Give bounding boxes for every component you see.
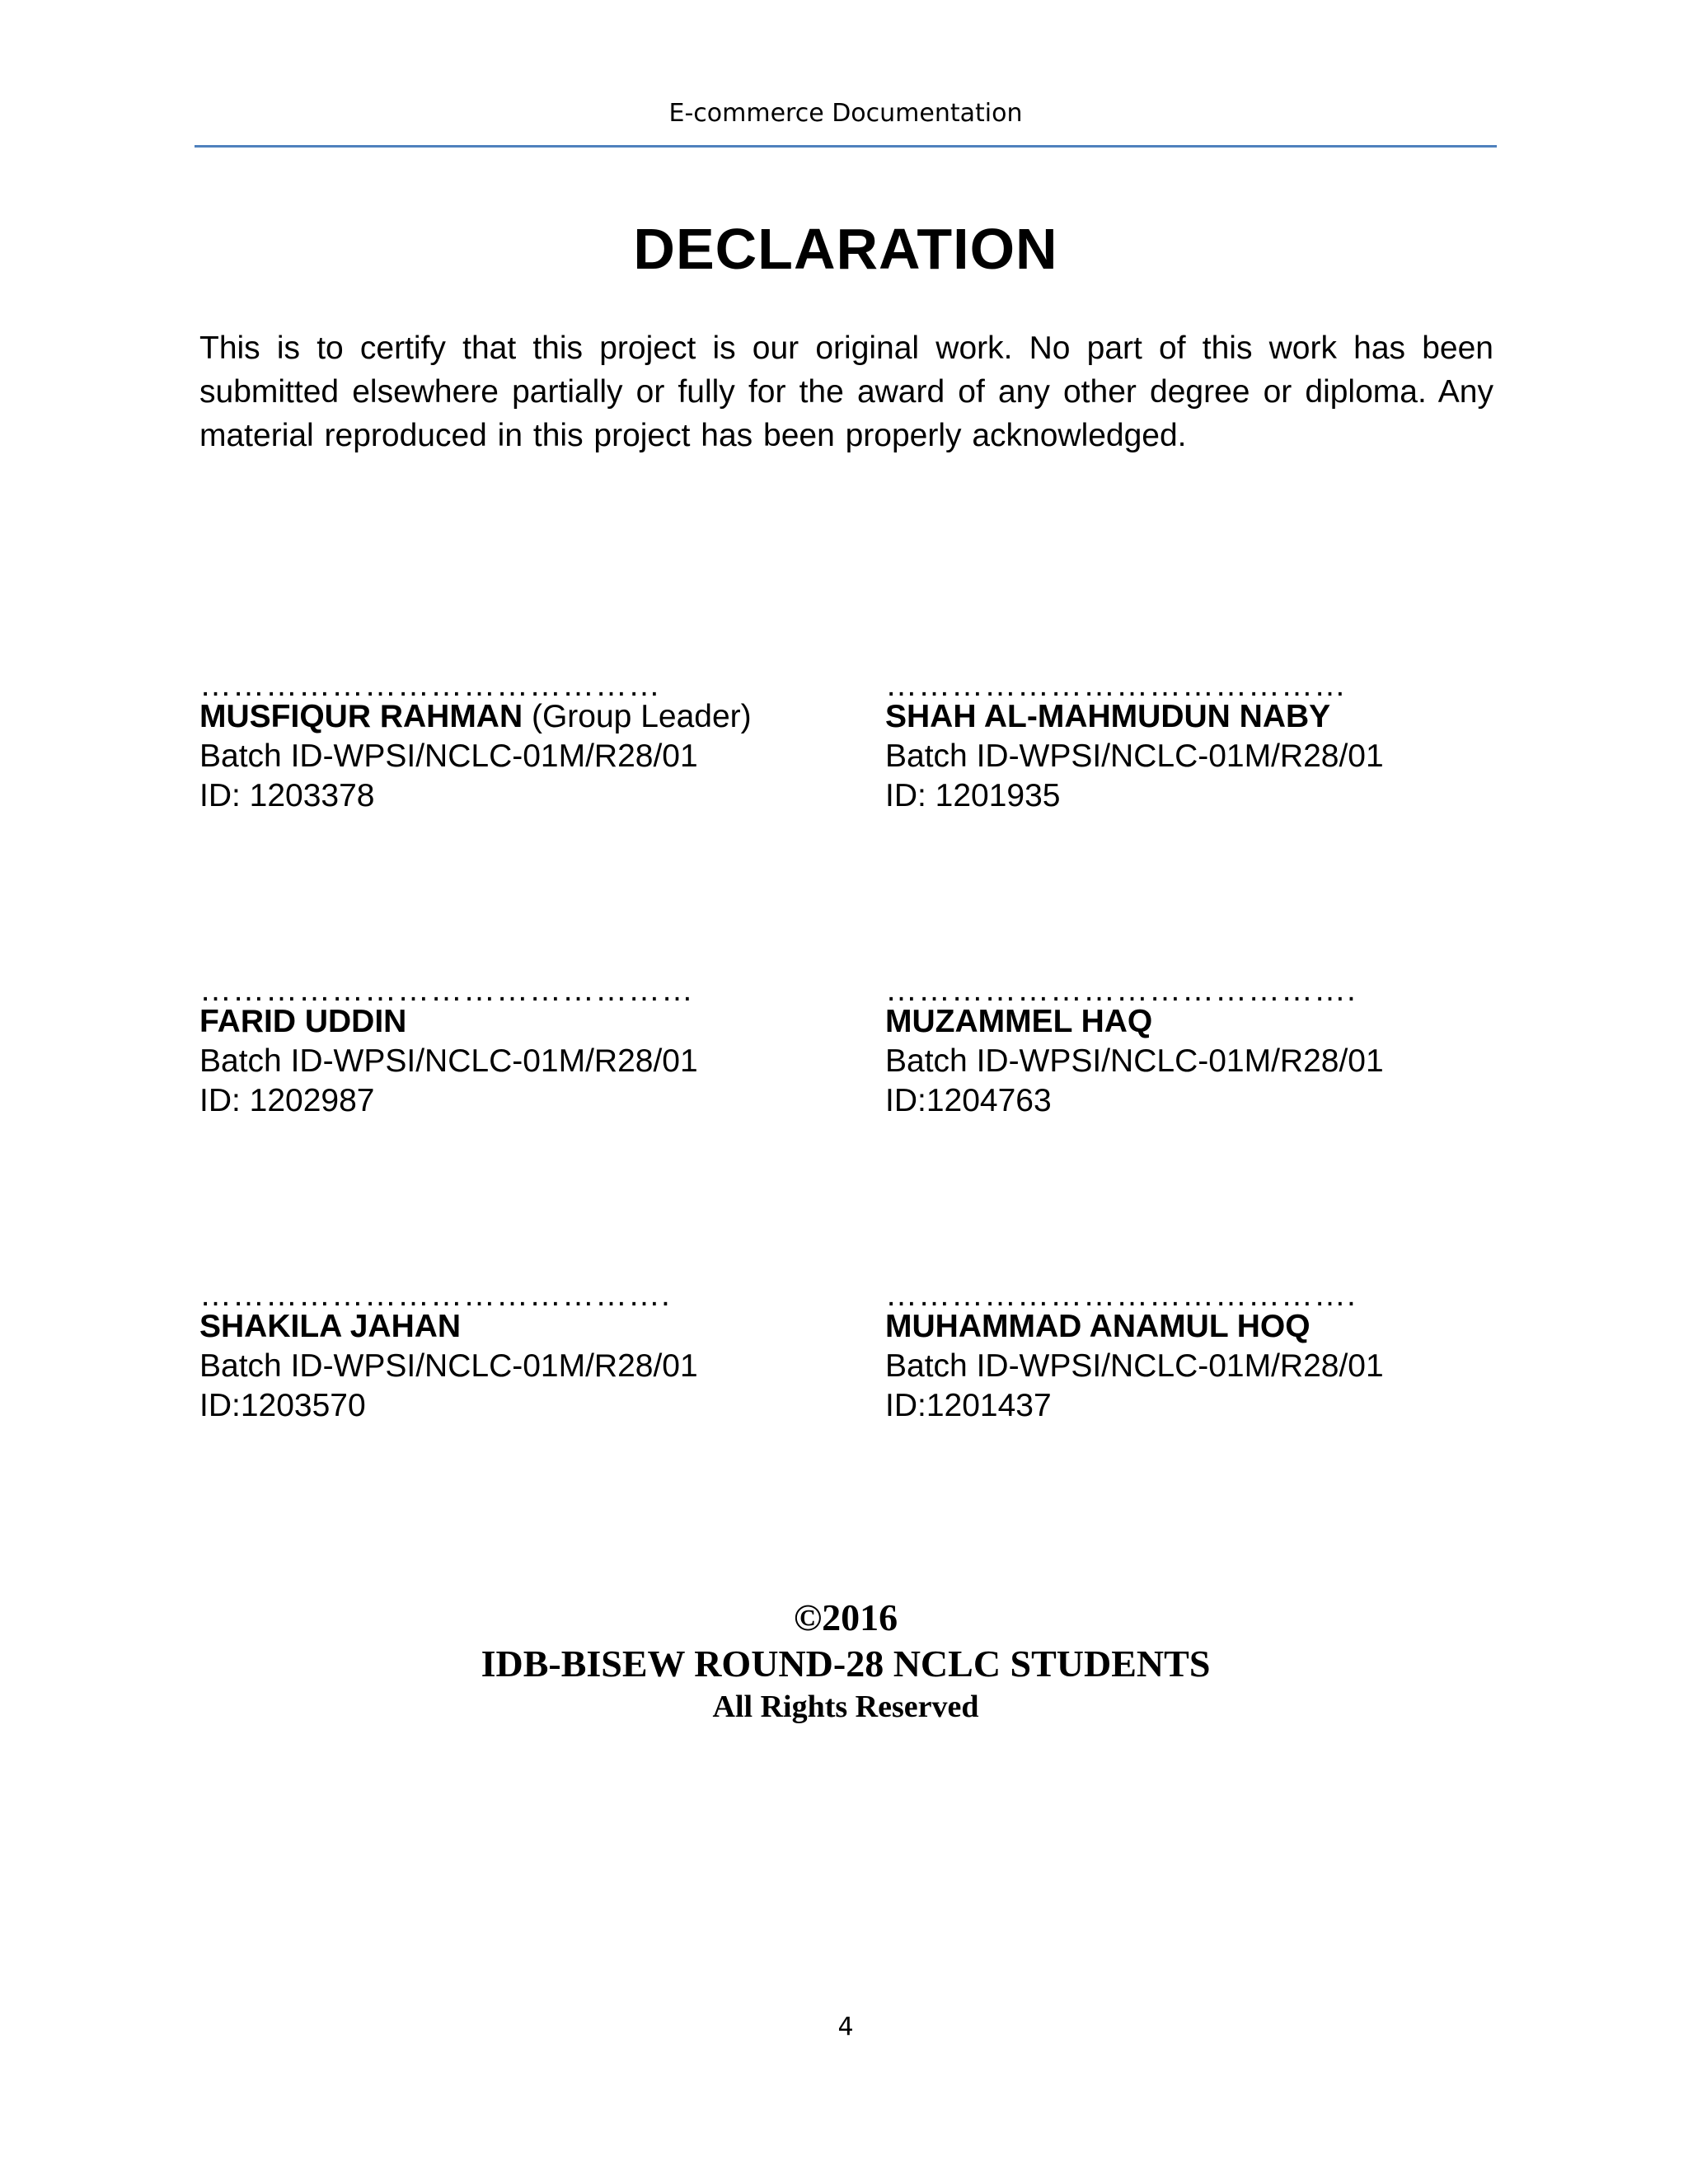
page-title: DECLARATION [633,217,1058,281]
signatory-block [885,1277,1512,1426]
signatory-name: SHAH AL-MAHMUDUN NABY [885,699,1331,734]
copyright-organization: IDB-BISEW ROUND-28 NCLC STUDENTS [481,1643,1211,1685]
signature-line: …………………………………… [199,668,661,703]
signatory-block [885,972,1512,1121]
signatory-name: MUSFIQUR RAHMAN [199,699,523,734]
page-number: 4 [837,2013,854,2041]
signatory-name-line [199,697,826,737]
signatory-block [885,668,1512,816]
signature-line: ……………………………………. [885,972,1357,1008]
signatory-block [199,972,826,1121]
signatory-batch: Batch ID-WPSI/NCLC-01M/R28/01 [199,738,698,774]
signatory-role: (Group Leader) [531,699,752,734]
copyright-block [195,1595,1497,1727]
signatory-name: FARID UDDIN [199,1004,407,1039]
signatory-id: ID: 1201935 [885,778,1061,813]
signatory-name: SHAKILA JAHAN [199,1309,462,1344]
signatory-name: MUZAMMEL HAQ [885,1004,1153,1039]
header-title: E-commerce Documentation [668,99,1023,128]
copyright-rights: All Rights Reserved [712,1690,979,1724]
signatory-batch: Batch ID-WPSI/NCLC-01M/R28/01 [885,738,1384,774]
page-header [195,96,1497,148]
declaration-paragraph: This is to certify that this project is our original work. No part of this work has been submitted elsewhere partially or fully for the award of any other degree or diploma. Any material reproduced in this project has been properly acknowledged. [199,330,1493,453]
signatory-id: ID: 1203378 [199,778,375,813]
signatory-id: ID: 1202987 [199,1083,375,1118]
signature-line: ……………………………………. [885,1277,1357,1313]
signature-line: ……………………………………… [199,972,694,1008]
signatory-block [199,668,826,816]
signature-line: ……………………………………. [199,1277,671,1313]
signatory-batch: Batch ID-WPSI/NCLC-01M/R28/01 [199,1348,698,1384]
copyright-year: ©2016 [793,1596,898,1638]
signatory-id: ID:1204763 [885,1083,1052,1118]
signatory-id: ID:1201437 [885,1388,1052,1423]
signatory-name: MUHAMMAD ANAMUL HOQ [885,1309,1311,1344]
signatory-block [199,1277,826,1426]
signatory-batch: Batch ID-WPSI/NCLC-01M/R28/01 [885,1043,1384,1079]
signatory-batch: Batch ID-WPSI/NCLC-01M/R28/01 [885,1348,1384,1384]
signatory-batch: Batch ID-WPSI/NCLC-01M/R28/01 [199,1043,698,1079]
signatory-id: ID:1203570 [199,1388,366,1423]
signature-line: …………………………………… [885,668,1347,703]
